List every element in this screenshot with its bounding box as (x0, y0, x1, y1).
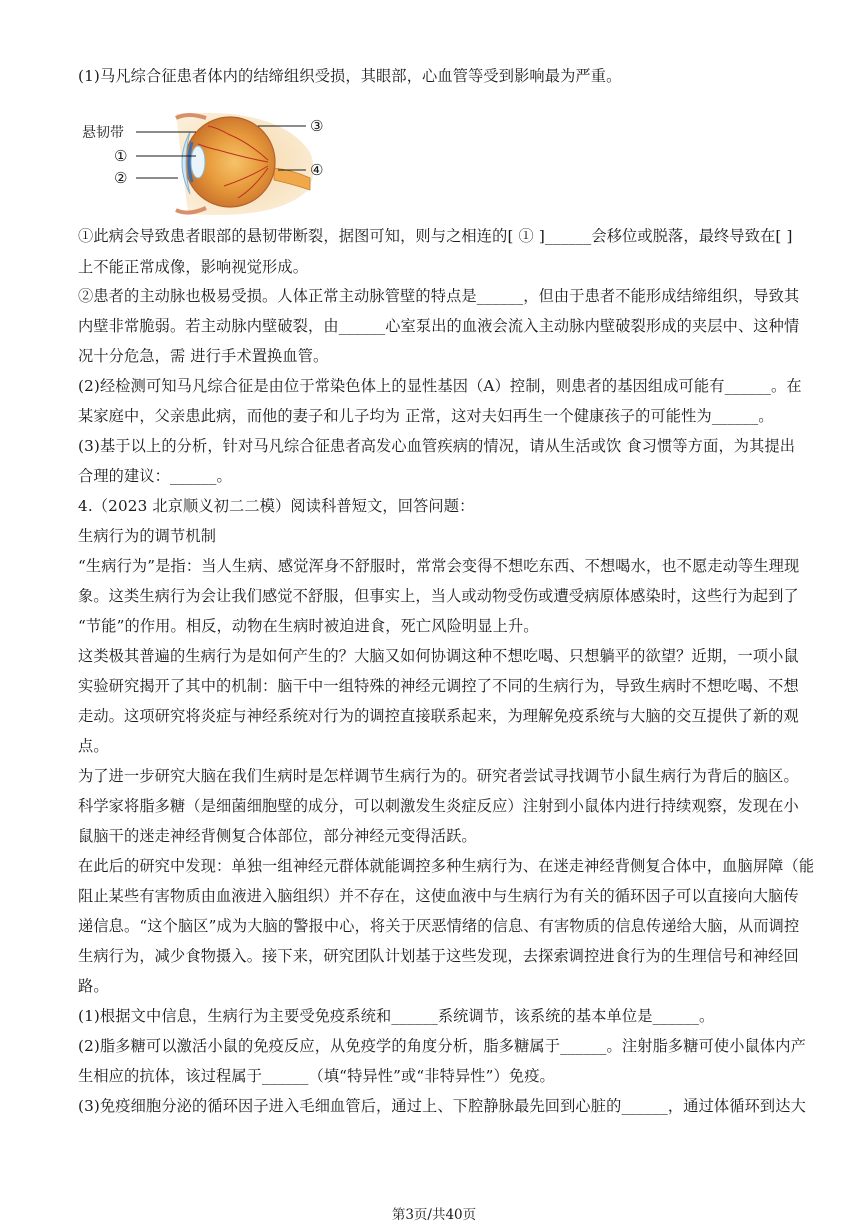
text-line-30: 生相应的抗体，该过程属于______（填“特异性”或“非特异性”）免疫。 (78, 1067, 555, 1085)
label-1: ① (114, 147, 128, 165)
text-line-10: 合理的建议：______。 (78, 467, 232, 485)
text-line-31: (3)免疫细胞分泌的循环因子进入毛细血管后，通过上、下腔静脉最先回到心脏的______，通过体循环到达大 (78, 1097, 806, 1115)
text-line-9: (3)基于以上的分析，针对马凡综合征患者高发心血管疾病的情况，请从生活或饮 食习惯等方面，为其提出 (78, 437, 796, 455)
question-4-header: 4.（2023 北京顺义初二二模）阅读科普短文，回答问题： (78, 497, 475, 515)
text-line-21: 科学家将脂多糖（是细菌细胞壁的成分，可以刺激发生炎症反应）注射到小鼠体内进行持续观察，发现在小 (78, 797, 799, 815)
eye-diagram (78, 112, 338, 216)
text-line-1: (1)马凡综合征患者体内的结缔组织受损，其眼部，心血管等受到影响最为严重。 (78, 67, 622, 85)
text-line-20: 为了进一步研究大脑在我们生病时是怎样调节生病行为的。研究者尝试寻找调节小鼠生病行为背后的脑区。 (78, 767, 799, 785)
text-line-22: 鼠脑干的迷走神经背侧复合体部位，部分神经元变得活跃。 (78, 827, 477, 845)
article-title: 生病行为的调节机制 (78, 527, 217, 545)
text-line-16: 这类极其普遍的生病行为是如何产生的？大脑又如何协调这种不想吃喝、只想躺平的欲望？近期，一项小鼠 (78, 647, 799, 665)
label-3: ③ (310, 117, 324, 135)
text-line-7: (2)经检测可知马凡综合征是由位于常染色体上的显性基因（A）控制，则患者的基因组成可能有______。在 (78, 377, 802, 395)
text-line-2: ①此病会导致患者眼部的悬韧带断裂，据图可知，则与之相连的[ ① ]______会移位或脱落，最终导致在[ ] (78, 227, 793, 245)
text-line-8: 某家庭中，父亲患此病，而他的妻子和儿子均为 正常，这对夫妇再生一个健康孩子的可能性为______。 (78, 407, 774, 425)
text-line-3: 上不能正常成像，影响视觉形成。 (78, 258, 309, 276)
label-2: ② (114, 169, 128, 187)
text-line-18: 走动。这项研究将炎症与神经系统对行为的调控直接联系起来，为理解免疫系统与大脑的交互提供了新的观 (78, 707, 799, 725)
text-line-13: “生病行为”是指：当人生病、感觉浑身不舒服时，常常会变得不想吃东西、不想喝水，也不愿走动等生理现 (78, 557, 800, 575)
text-line-24: 阻止某些有害物质由血液进入脑组织）并不存在，这使血液中与生病行为有关的循环因子可以直接向大脑传 (78, 887, 799, 905)
text-line-27: 路。 (78, 977, 109, 995)
text-line-26: 生病行为，减少食物摄入。接下来，研究团队计划基于这些发现，去探索调控进食行为的生理信号和神经回 (78, 947, 799, 965)
text-line-23: 在此后的研究中发现：单独一组神经元群体就能调控多种生病行为、在迷走神经背侧复合体中，血脑屏障（能 (78, 857, 815, 875)
text-line-5: 内壁非常脆弱。若主动脉内壁破裂，由______心室泵出的血液会流入主动脉内壁破裂形成的夹层中、这种情 (78, 317, 800, 335)
lens (191, 146, 205, 178)
text-line-4: ②患者的主动脉也极易受损。人体正常主动脉管壁的特点是______，但由于患者不能形成结缔组织，导致其 (78, 287, 800, 305)
text-line-17: 实验研究揭开了其中的机制：脑干中一组特殊的神经元调控了不同的生病行为，导致生病时不想吃喝、不想 (78, 677, 799, 695)
text-line-29: (2)脂多糖可以激活小鼠的免疫反应，从免疫学的角度分析，脂多糖属于______。注射脂多糖可使小鼠体内产 (78, 1037, 806, 1055)
label-ligament: 悬韧带 (82, 125, 124, 141)
page-footer: 第3页/共40页 (391, 1207, 477, 1223)
text-line-15: “节能”的作用。相反，动物在生病时被迫进食，死亡风险明显上升。 (78, 617, 539, 635)
text-line-25: 递信息。“这个脑区”成为大脑的警报中心，将关于厌恶情绪的信息、有害物质的信息传递给大脑，从而调控 (78, 917, 800, 935)
text-line-19: 点。 (78, 737, 109, 755)
text-line-6: 况十分危急，需 进行手术置换血管。 (78, 347, 329, 365)
text-line-14: 象。这类生病行为会让我们感觉不舒服，但事实上，当人或动物受伤或遭受病原体感染时，这些行为起到了 (78, 587, 799, 605)
text-line-28: (1)根据文中信息，生病行为主要受免疫系统和______系统调节，该系统的基本单位是______。 (78, 1007, 715, 1025)
label-4: ④ (310, 161, 324, 179)
